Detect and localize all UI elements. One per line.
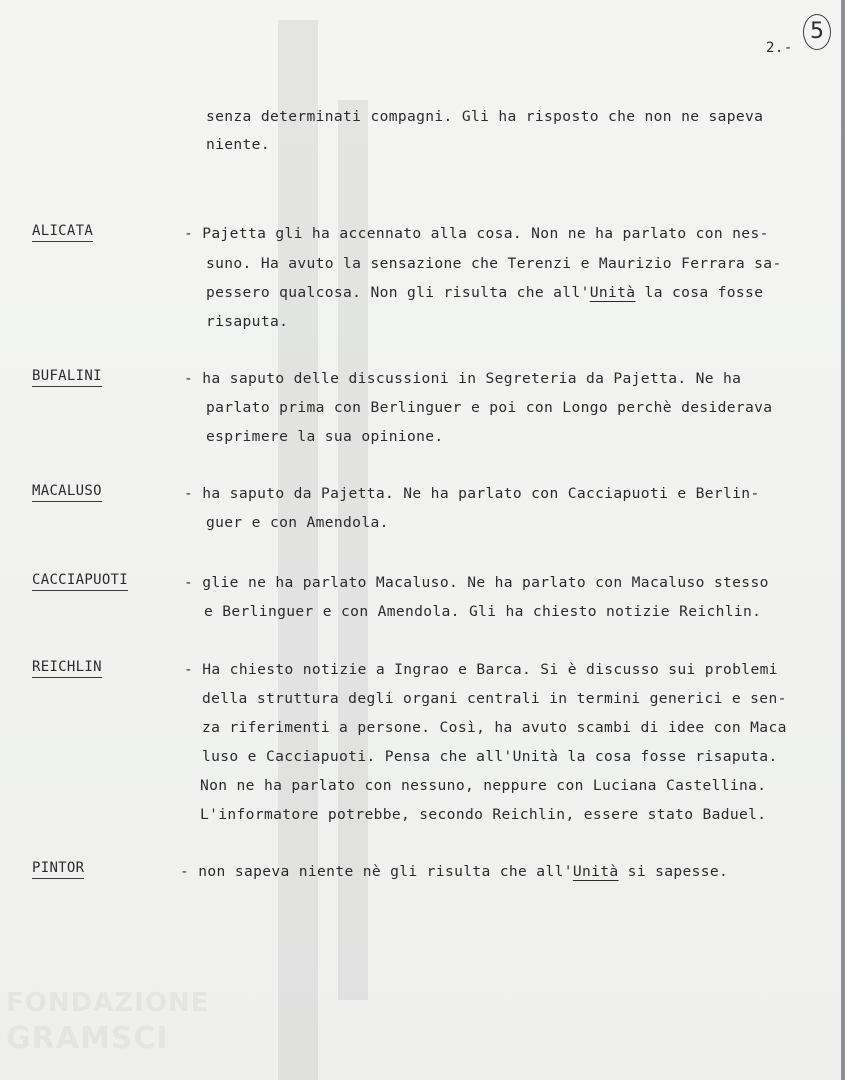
fondazione-gramsci-logo	[6, 985, 226, 1075]
intro-line: niente.	[206, 136, 270, 153]
speaker-bufalini: BUFALINI	[32, 368, 102, 387]
text-segment: la cosa fosse	[635, 284, 764, 301]
intro-line: senza determinati compagni. Gli ha risposto che non ne sapeva	[206, 108, 764, 125]
statement-line: - ha saputo delle discussioni in Segreteria da Pajetta. Ne ha	[184, 370, 742, 387]
statement-line: Non ne ha parlato con nessuno, neppure con Luciana Castellina.	[200, 777, 767, 794]
statement-line: suno. Ha avuto la sensazione che Terenzi e Maurizio Ferrara sa-	[206, 255, 782, 272]
speaker-alicata: ALICATA	[32, 223, 93, 242]
text-segment: - non sapeva niente nè gli risulta che all'	[180, 863, 573, 880]
text-segment: si sapesse.	[618, 863, 729, 880]
speaker-macaluso: MACALUSO	[32, 483, 102, 502]
statement-line: za riferimenti a persone. Così, ha avuto scambi di idee con Maca	[202, 719, 787, 736]
statement-line: L'informatore potrebbe, secondo Reichlin, essere stato Baduel.	[200, 806, 767, 823]
statement-line: esprimere la sua opinione.	[206, 428, 444, 445]
page-number: 2.-	[766, 40, 793, 56]
text-segment: pessero qualcosa. Non gli risulta che all'	[206, 284, 590, 301]
statement-line: - ha saputo da Pajetta. Ne ha parlato con Cacciapuoti e Berlin-	[184, 485, 760, 502]
statement-line	[206, 284, 763, 301]
speaker-reichlin: REICHLIN	[32, 659, 102, 678]
underlined-text: Unità	[589, 284, 636, 301]
statement-line: parlato prima con Berlinguer e poi con Longo perchè desiderava	[206, 399, 773, 416]
statement-line: - Ha chiesto notizie a Ingrao e Barca. Si è discusso sui problemi	[184, 661, 778, 678]
logo-line: FONDAZIONE	[6, 988, 210, 1018]
statement-line: - glie ne ha parlato Macaluso. Ne ha parlato con Macaluso stesso	[184, 574, 769, 591]
statement-line: guer e con Amendola.	[206, 514, 389, 531]
page-edge	[841, 0, 845, 1080]
statement-line: - Pajetta gli ha accennato alla cosa. Non ne ha parlato con nes-	[184, 225, 769, 242]
statement-line: luso e Cacciapuoti. Pensa che all'Unità la cosa fosse risaputa.	[202, 748, 778, 765]
speaker-pintor: PINTOR	[32, 860, 84, 879]
logo-line: GRAMSCI	[6, 1021, 169, 1056]
speaker-cacciapuoti: CACCIAPUOTI	[32, 572, 128, 591]
watermark-stamp	[268, 20, 388, 1080]
statement-line	[180, 863, 728, 880]
statement-line: risaputa.	[206, 313, 289, 330]
circled-page-number: 5	[803, 14, 831, 50]
statement-line: e Berlinguer e con Amendola. Gli ha chiesto notizie Reichlin.	[204, 603, 762, 620]
statement-line: della struttura degli organi centrali in termini generici e sen-	[202, 690, 787, 707]
underlined-text: Unità	[572, 863, 619, 880]
